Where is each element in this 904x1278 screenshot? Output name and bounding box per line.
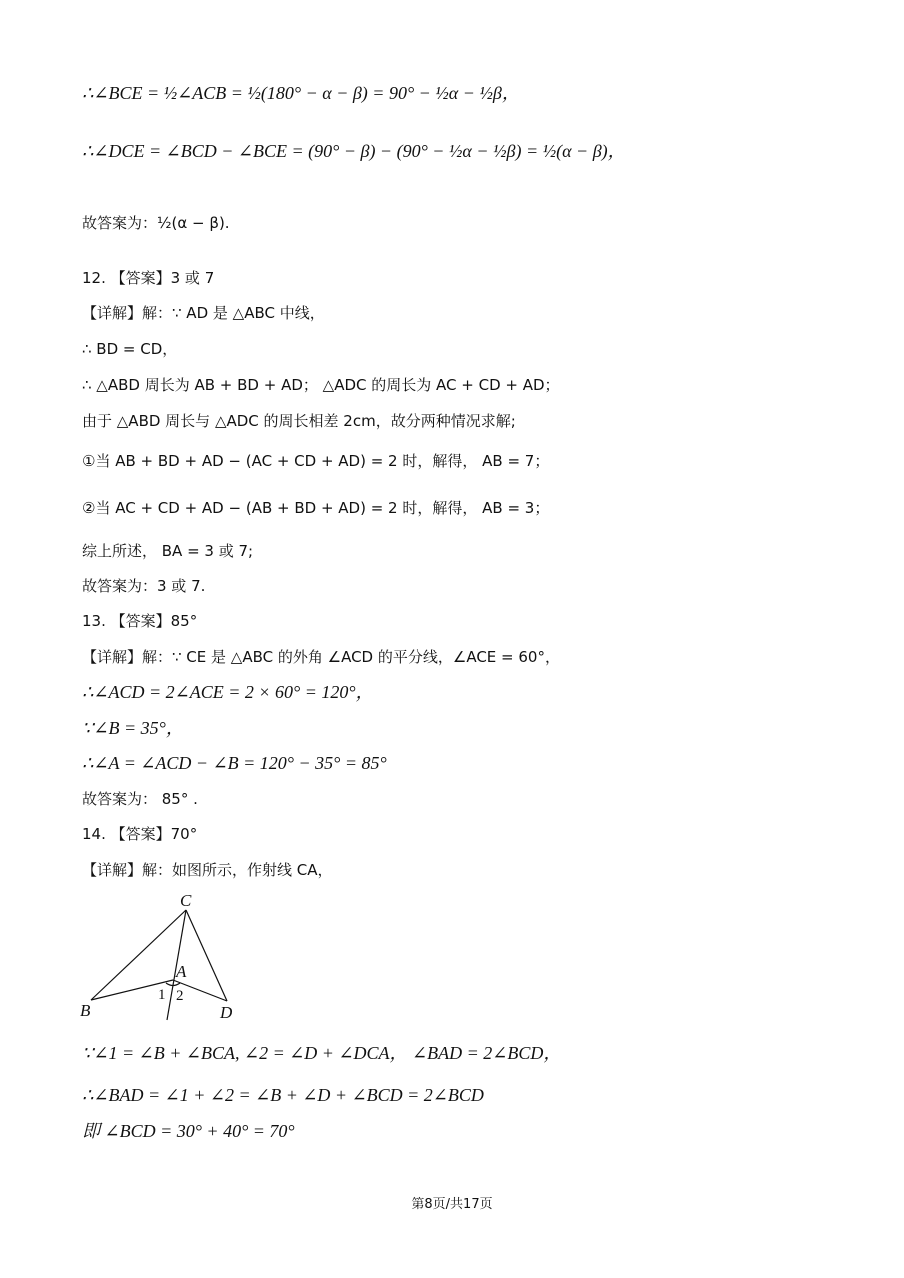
line-19: 【详解】解：如图所示，作射线 CA， (82, 861, 333, 879)
line-7: 由于 △ABD 周长与 △ADC 的周长相差 2cm，故分两种情况求解; (82, 412, 516, 430)
label-d: D (220, 1003, 233, 1022)
segment-cb (91, 910, 186, 1000)
geometry-figure (70, 888, 250, 1028)
line-2: 故答案为：½(α − β). (82, 214, 230, 232)
page-footer: 第8页/共17页 (411, 1197, 493, 1212)
line-10: 综上所述， BA = 3 或 7; (82, 542, 254, 560)
line-18: 14. 【答案】70° (82, 825, 198, 843)
label-a: A (176, 962, 187, 981)
line-6: ∴ △ABD 周长为 AB + BD + AD； △ADC 的周长为 AC + CD + AD； (82, 376, 560, 394)
label-angle-2: 2 (176, 988, 184, 1004)
line-15: ∵∠B = 35°， (82, 718, 184, 738)
line-14: ∴∠ACD = 2∠ACE = 2 × 60° = 120°， (82, 682, 374, 702)
line-16: ∴∠A = ∠ACD − ∠B = 120° − 35° = 85° (82, 753, 387, 773)
line-0: ∴∠BCE = ½∠ACB = ½(180° − α − β) = 90° − ½α − ½β， (82, 83, 520, 103)
line-3: 12. 【答案】3 或 7 (82, 269, 215, 287)
line-5: ∴ BD = CD， (82, 340, 178, 358)
label-b: B (80, 1001, 91, 1020)
line-12: 13. 【答案】85° (82, 612, 198, 630)
line-1: ∴∠DCE = ∠BCD − ∠BCE = (90° − β) − (90° − ½α − ½β) = ½(α − β)， (82, 141, 626, 161)
line-20: ∵∠1 = ∠B + ∠BCA, ∠2 = ∠D + ∠DCA， ∠BAD = 2∠BCD， (82, 1043, 562, 1063)
line-21: ∴∠BAD = ∠1 + ∠2 = ∠B + ∠D + ∠BCD = 2∠BCD (82, 1085, 484, 1105)
line-4: 【详解】解：∵ AD 是 △ABC 中线， (82, 304, 325, 322)
line-9: ②当 AC + CD + AD − (AB + BD + AD) = 2 时，解得， AB = 3； (82, 499, 550, 517)
label-c: C (180, 891, 192, 910)
line-13: 【详解】解：∵ CE 是 △ABC 的外角 ∠ACD 的平分线，∠ACE = 60°， (82, 648, 560, 666)
line-22: 即 ∠BCD = 30° + 40° = 70° (82, 1121, 295, 1141)
label-angle-1: 1 (158, 987, 166, 1003)
line-8: ①当 AB + BD + AD − (AC + CD + AD) = 2 时，解得， AB = 7； (82, 452, 550, 470)
line-17: 故答案为： 85° . (82, 790, 198, 808)
line-11: 故答案为：3 或 7. (82, 577, 206, 595)
